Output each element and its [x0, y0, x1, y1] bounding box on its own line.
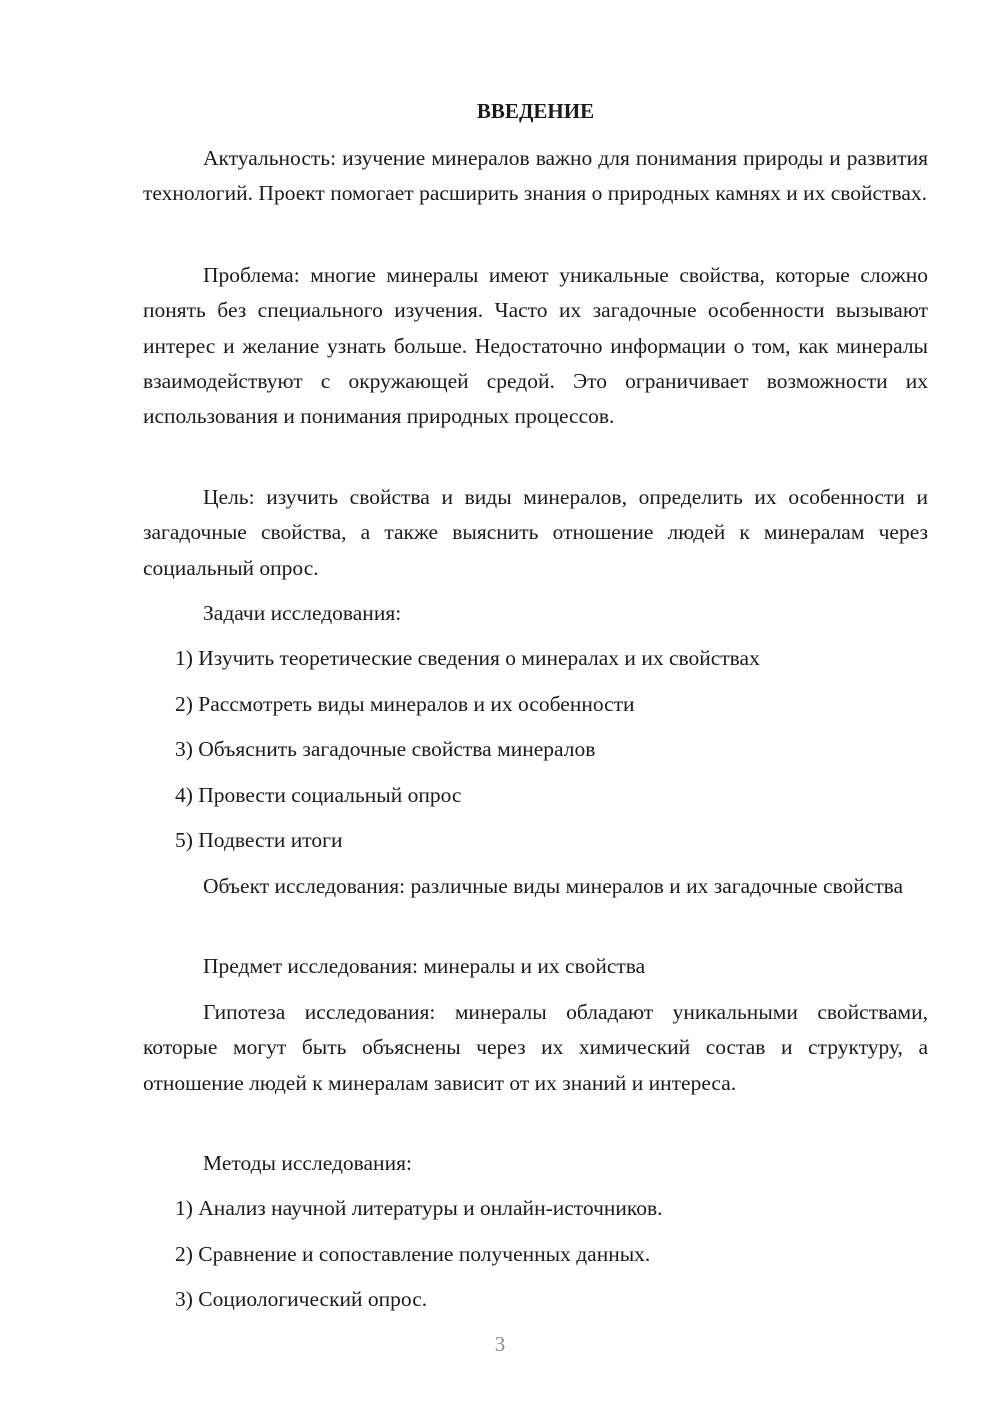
task-item-4: 4) Провести социальный опрос [175, 783, 462, 807]
paragraph-relevance: Актуальность: изучение минералов важно для понимания природы и развития технологий. Проект помогает расширить знания о природных камнях и их свойствах. [143, 146, 928, 206]
paragraph-problem: Проблема: многие минералы имеют уникальные свойства, которые сложно понять без специального изучения. Часто их загадочные особенности вызывают интерес и желание узнать больше. Недостаточно информации о том, как минералы взаимодействуют с окружающей средой. Это ограничивает возможности их использования и понимания природных процессов. [143, 263, 928, 429]
paragraph-goal: Цель: изучить свойства и виды минералов, определить их особенности и загадочные свойства, а также выяснить отношение людей к минералам через социальный опрос. [143, 485, 928, 580]
method-item-2: 2) Сравнение и сопоставление полученных данных. [175, 1242, 651, 1266]
page-title: ВВЕДЕНИЕ [476, 99, 595, 123]
task-item-5: 5) Подвести итоги [175, 828, 343, 852]
method-item-1: 1) Анализ научной литературы и онлайн-источников. [175, 1196, 663, 1220]
paragraph-hypothesis: Гипотеза исследования: минералы обладают уникальными свойствами, которые могут быть объяснены через их химический состав и структуру, а отношение людей к минералам зависит от их знаний и интереса. [143, 1000, 928, 1095]
methods-heading: Методы исследования: [203, 1151, 412, 1175]
paragraph-subject: Предмет исследования: минералы и их свойства [203, 954, 646, 978]
task-item-2: 2) Рассмотреть виды минералов и их особенности [175, 692, 635, 716]
task-item-3: 3) Объяснить загадочные свойства минералов [175, 737, 596, 761]
task-item-1: 1) Изучить теоретические сведения о минералах и их свойствах [175, 646, 760, 670]
method-item-3: 3) Социологический опрос. [175, 1287, 428, 1311]
page-number: 3 [494, 1332, 506, 1356]
tasks-heading: Задачи исследования: [203, 601, 402, 625]
paragraph-object: Объект исследования: различные виды минералов и их загадочные свойства [203, 874, 904, 898]
